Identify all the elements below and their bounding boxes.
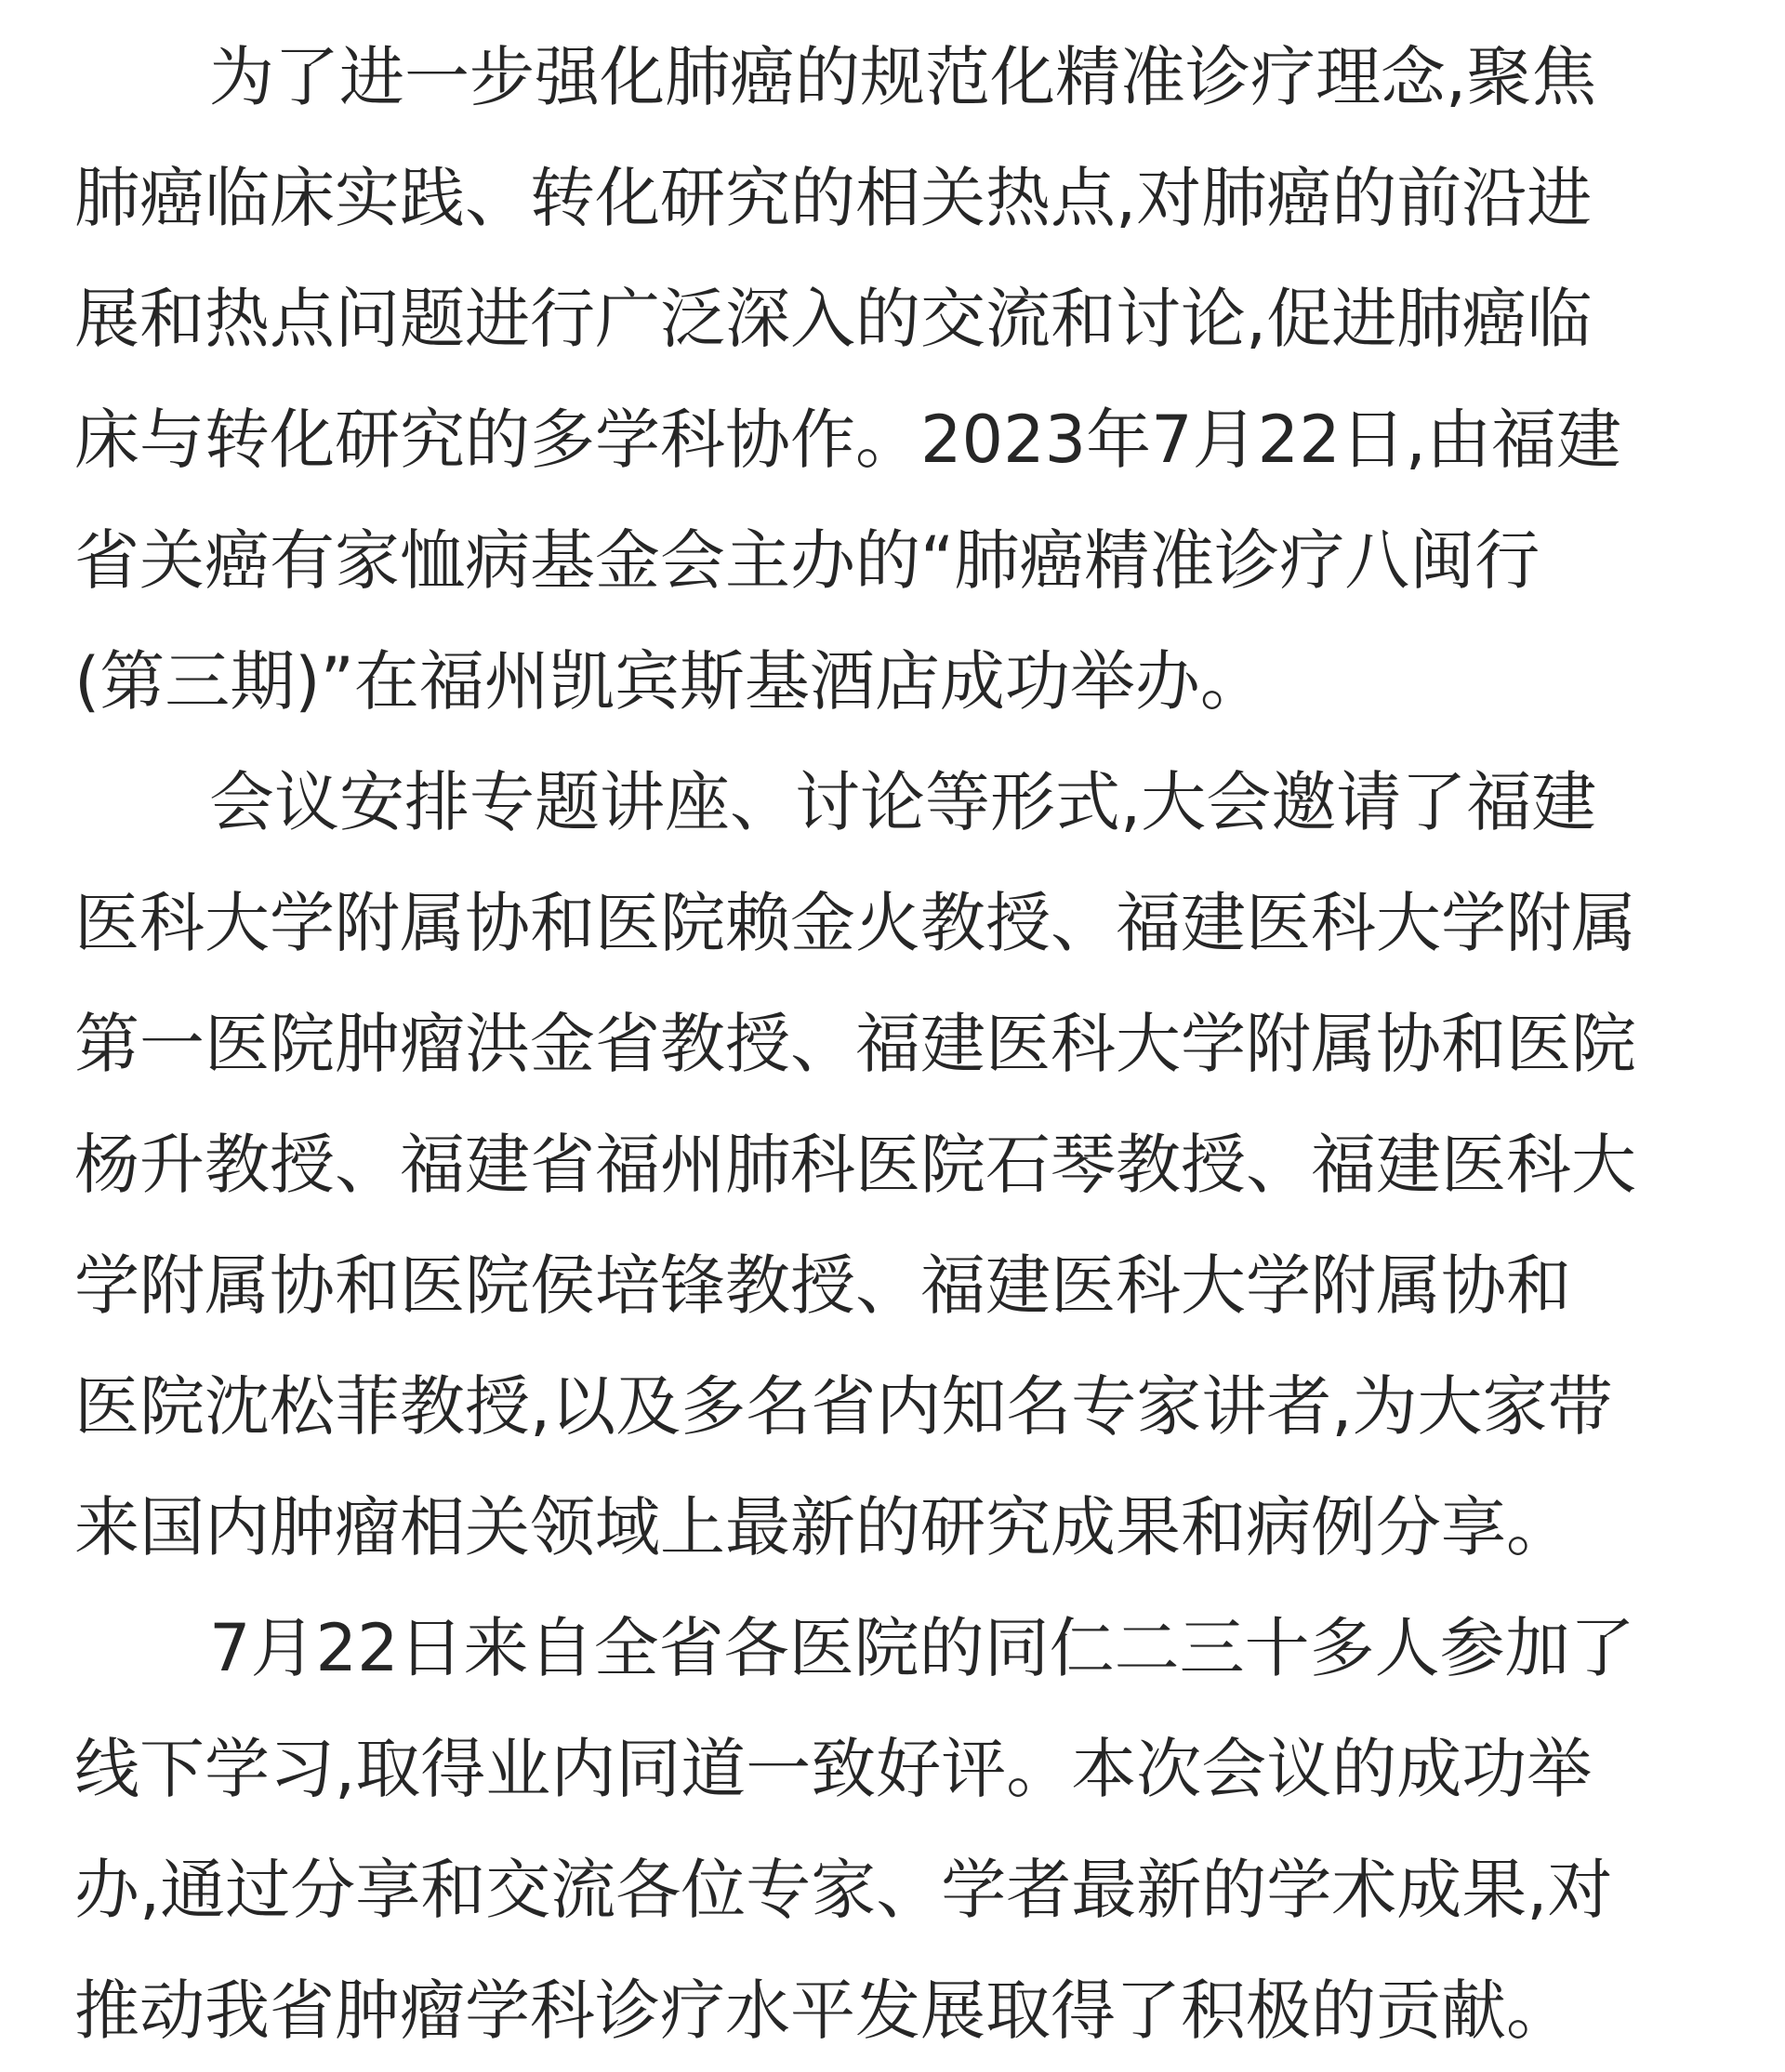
paragraph-3: [74, 1588, 1711, 2071]
text-line: (第三期)”在福州凯宾斯基酒店成功举办。: [74, 643, 1265, 719]
text-line: 肺癌临床实践、转化研究的相关热点,对肺癌的前沿进: [74, 160, 1593, 236]
text-line: 第一医院肿瘤洪金省教授、福建医科大学附属协和医院: [74, 1006, 1636, 1082]
text-line: 7月22日来自全省各医院的同仁二三十多人参加了: [209, 1610, 1635, 1686]
text-line: 杨升教授、福建省福州肺科医院石琴教授、福建医科大: [74, 1127, 1636, 1203]
paragraph-2: [74, 742, 1711, 1588]
text-line: 为了进一步强化肺癌的规范化精准诊疗理念,聚焦: [209, 39, 1597, 115]
text-line: 展和热点问题进行广泛深入的交流和讨论,促进肺癌临: [74, 281, 1593, 357]
text-line: 线下学习,取得业内同道一致好评。本次会议的成功举: [74, 1731, 1593, 1807]
article-body: [74, 17, 1711, 2071]
text-line: 办,通过分享和交流各位专家、学者最新的学术成果,对: [74, 1852, 1613, 1928]
text-line: 推动我省肿瘤学科诊疗水平发展取得了积极的贡献。: [74, 1973, 1571, 2049]
text-line: 医院沈松菲教授,以及多名省内知名专家讲者,为大家带: [74, 1368, 1613, 1445]
text-line: 床与转化研究的多学科协作。2023年7月22日,由福建: [74, 402, 1622, 478]
text-line: 医科大学附属协和医院赖金火教授、福建医科大学附属: [74, 885, 1636, 961]
text-line: 省关癌有家恤病基金会主办的“肺癌精准诊疗八闽行: [74, 522, 1540, 599]
paragraph-1: [74, 17, 1711, 742]
text-line: 学附属协和医院侯培锋教授、福建医科大学附属协和: [74, 1247, 1571, 1324]
text-line: 来国内肿瘤相关领域上最新的研究成果和病例分享。: [74, 1489, 1571, 1565]
text-line: 会议安排专题讲座、讨论等形式,大会邀请了福建: [209, 764, 1597, 840]
